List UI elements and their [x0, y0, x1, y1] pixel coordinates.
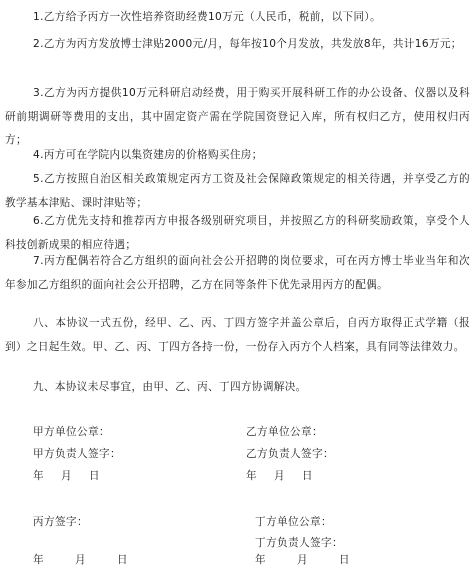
party-a-date: 年 月 日 — [33, 470, 107, 482]
party-b-seal-label: 乙方单位公章： — [246, 426, 323, 438]
clause-2: 2.乙方为丙方发放博士津贴2000元/月，每年按10个月发放，共发放8年，共计16万元； — [33, 38, 462, 50]
party-b-date: 年 月 日 — [246, 470, 320, 482]
clause-6: 6.乙方优先支持和推荐丙方申报各级别研究项目，并按照乙方的科研奖励政策，享受个人科技创新成果的相应待遇； — [5, 215, 470, 251]
party-c-date: 年 月 日 — [33, 554, 142, 566]
clause-4: 4.丙方可在学院内以集资建房的价格购买住房； — [33, 149, 263, 161]
article-8: 八、本协议一式五份，经甲、乙、丙、丁四方签字并盖公章后，自丙方取得正式学籍（报到）之日起生效。甲、乙、丙、丁四方各持一份，一份存入丙方个人档案，具有同等法律效力。 — [5, 317, 470, 353]
party-c-signature-label: 丙方签字： — [33, 516, 88, 528]
clause-1: 1.乙方给予丙方一次性培养资助经费10万元（人民币，税前，以下同）。 — [33, 11, 381, 23]
clause-3: 3.乙方为丙方提供10万元科研启动经费，用于购买开展科研工作的办公设备、仪器以及科研前期调研等费用的支出，其中固定资产需在学院国资登记入库，所有权归乙方，使用权归丙方； — [5, 87, 470, 146]
clause-5: 5.乙方按照自治区相关政策规定丙方工资及社会保障政策规定的相关待遇，并享受乙方的教学基本津贴、课时津贴等； — [5, 173, 470, 209]
party-b-signature-label: 乙方负责人签字： — [246, 448, 334, 460]
party-a-signature-label: 甲方负责人签字： — [33, 448, 121, 460]
article-9: 九、本协议未尽事宜，由甲、乙、丙、丁四方协调解决。 — [33, 381, 307, 393]
party-d-date: 年 月 日 — [255, 554, 364, 566]
party-a-seal-label: 甲方单位公章： — [33, 426, 110, 438]
clause-7: 7.丙方配偶若符合乙方组织的面向社会公开招聘的岗位要求，可在丙方博士毕业当年和次年参加乙方组织的面向社会公开招聘，乙方在同等条件下优先录用丙方的配偶。 — [5, 255, 470, 291]
party-d-seal-label: 丁方单位公章： — [255, 516, 332, 528]
party-d-signature-label: 丁方负责人签字： — [255, 537, 343, 549]
